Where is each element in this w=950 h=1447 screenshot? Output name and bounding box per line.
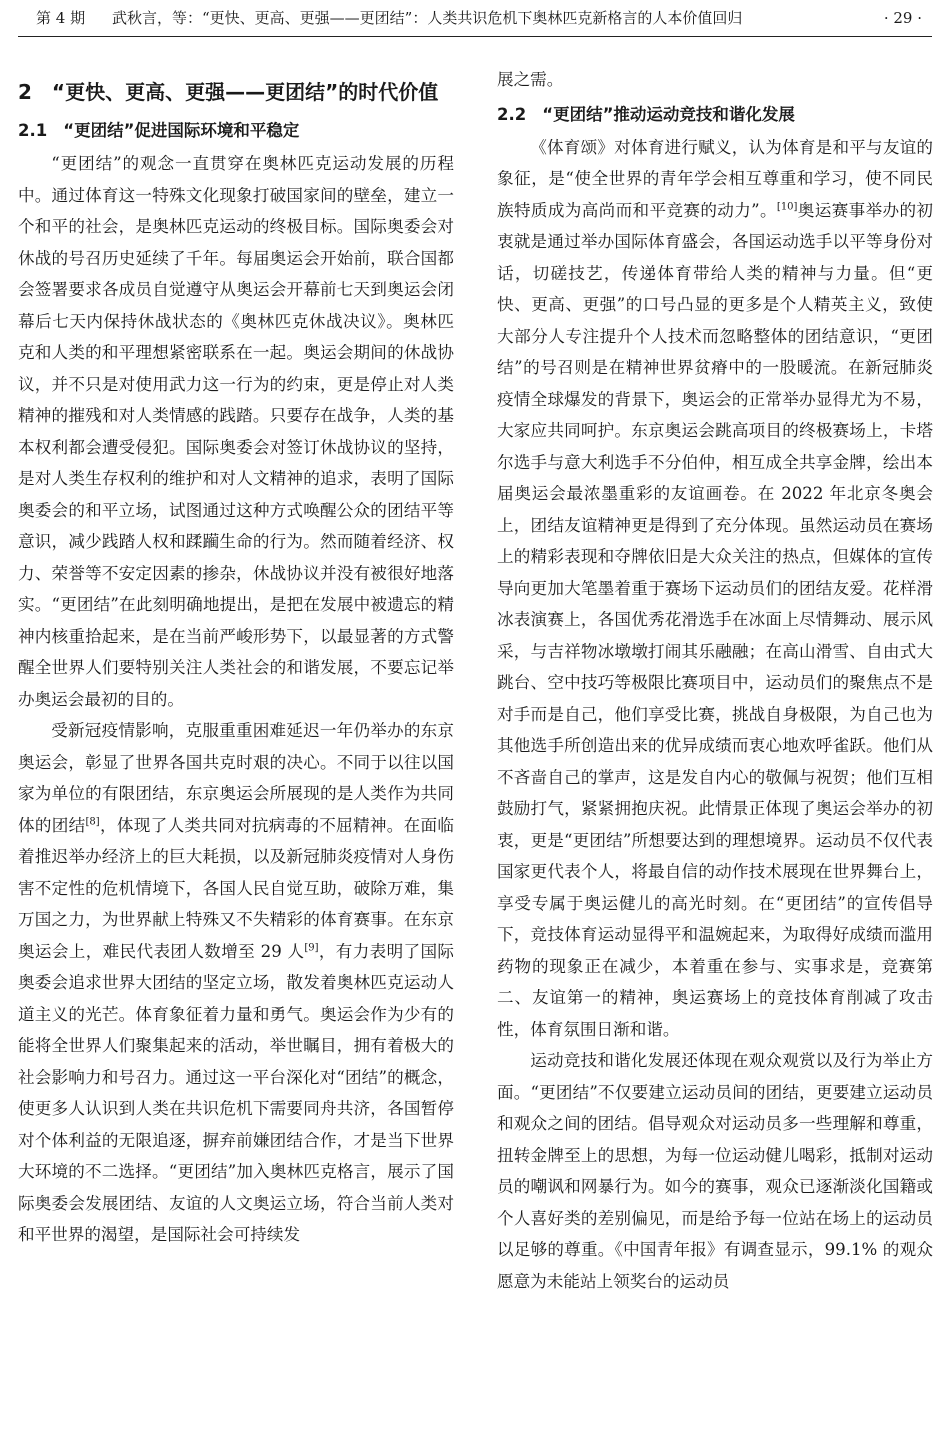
subsection-number: 2.1 [18, 121, 48, 140]
section-number: 2 [18, 80, 32, 104]
subsection-heading-2-2 [497, 100, 933, 130]
paragraph-continuation: 展之需。 [497, 70, 564, 89]
subsection-title: “更团结”推动运动竞技和谐化发展 [542, 104, 795, 124]
citation-8: [8] [85, 815, 100, 827]
paragraph-text: 奥运赛事举办的初衷就是通过举办国际体育盛会，各国运动选手以平等身份对话，切磋技艺，传递体育带给人类的精神与力量。但“更快、更高、更强”的口号凸显的更多是个人精英主义，致使大部分人专注提升个人技术而忽略整体的团结意识，“更团结”的号召则是在精神世界贫瘠中的一股暖流。在新冠肺炎疫情全球爆发的背景下，奥运会的正常举办显得尤为不易，大家应共同呵护。东京奥运会跳高项目的终极赛场上，卡塔尔选手与意大利选手不分伯仲，相互成全共享金牌，绘出本届奥运会最浓墨重彩的友谊画卷。在 2022 年北京冬奥会上，团结友谊精神更是得到了充分体现。虽然运动员在赛场上的精彩表现和夺牌依旧是大众关注的热点，但媒体的宣传导向更加大笔墨着重于赛场下运动员们的团结友爱。花样滑冰表演赛上，各国优秀花滑选手在冰面上尽情舞动、展示风采，与吉祥物冰墩墩打闹其乐融融；在高山滑雪、自由式大跳台、空中技巧等极限比赛项目中，运动员们的聚焦点不是对手而是自己，他们享受比赛，挑战自身极限，为自己也为其他选手所创造出来的优异成绩而衷心地欢呼雀跃。他们从不吝啬自己的掌声，这是发自内心的敬佩与祝贺；他们互相鼓励打气，紧紧拥抱庆祝。此情景正体现了奥运会举办的初衷，更是“更团结”所想要达到的理想境界。运动员不仅代表国家更代表个人，将最自信的动作技术展现在世界舞台上，享受专属于奥运健儿的高光时刻。在“更团结”的宣传倡导下，竞技体育运动显得平和温婉起来，为取得好成绩而滥用药物的现象正在减少，本着重在参与、实事求是，竞赛第二、友谊第一的精神，奥运赛场上的竞技体育削减了攻击性，体育氛围日渐和谐。 [497, 200, 933, 1039]
citation-10: [10] [776, 200, 798, 212]
issue-number: 第 4 期 [36, 9, 86, 27]
paragraph-text: 受新冠疫情影响，克服重重困难延迟一年仍举办的东京奥运会，彰显了世界各国共克时艰的决心。不同于以往以国家为单位的有限团结，东京奥运会所展现的是人类作为共同体的团结 [18, 721, 454, 835]
paragraph-text: ，体现了人类共同对抗病毒的不屈精神。在面临着推迟举办经济上的巨大耗损，以及新冠肺炎疫情对人身伤害不定性的危机情境下，各国人民自觉互助，破除万难，集万国之力，为世界献上特殊又不失精彩的体育赛事。在东京奥运会上，难民代表团人数增至 29 人 [18, 815, 455, 961]
left-column [18, 68, 454, 1251]
citation-9: [9] [304, 941, 319, 953]
subsection-number: 2.2 [497, 104, 527, 124]
paragraph: “更团结”的观念一直贯穿在奥林匹克运动发展的历程中。通过体育这一特殊文化现象打破国家间的壁垒，建立一个和平的社会，是奥林匹克运动的终极目标。国际奥委会对休战的号召历史延续了千年。每届奥运会开始前，联合国都会签署要求各成员自觉遵守从奥运会开幕前七天到奥运会闭幕后七天内保持休战状态的《奥林匹克休战决议》。奥林匹克和人类的和平理想紧密联系在一起。奥运会期间的休战协议，并不只是对使用武力这一行为的约束，更是停止对人类精神的摧残和对人类情感的践踏。只要存在战争，人类的基本权利都会遭受侵犯。国际奥委会对签订休战协议的坚持，是对人类生存权利的维护和对人文精神的追求，表明了国际奥委会的和平立场，试图通过这种方式唤醒公众的团结平等意识，减少践踏人权和蹂躏生命的行为。然而随着经济、权力、荣誉等不安定因素的掺杂，休战协议并没有被很好地落实。“更团结”在此刻明确地提出，是把在发展中被遗忘的精神内核重拾起来，是在当前严峻形势下，以最显著的方式警醒全世界人们要特别关注人类社会的和谐发展，不要忘记举办奥运会最初的目的。 [18, 154, 454, 709]
page-number: · 29 · [883, 9, 922, 27]
running-title: 武秋言，等：“更快、更高、更强——更团结”：人类共识危机下奥林匹克新格言的人本价值回归 [112, 9, 743, 27]
subsection-heading-2-1 [18, 116, 454, 146]
paragraph [18, 715, 454, 1251]
paragraph [497, 132, 933, 1046]
subsection-title: “更团结”促进国际环境和平稳定 [63, 121, 300, 140]
paragraph-text: ，有力表明了国际奥委会追求世界大团结的坚定立场，散发着奥林匹克运动人道主义的光芒。体育象征着力量和勇气。奥运会作为少有的能将全世界人们聚集起来的活动，举世瞩目，拥有着极大的社会影响力和号召力。通过这一平台深化对“团结”的概念，使更多人认识到人类在共识危机下需要同舟共济，各国暂停对个体利益的无限追逐，摒弃前嫌团结合作，才是当下世界大环境的不二选择。“更团结”加入奥林匹克格言，展示了国际奥委会发展团结、友谊的人文奥运立场，符合当前人类对和平世界的渴望，是国际社会可持续发 [18, 941, 455, 1244]
section-title: “更快、更高、更强——更团结”的时代价值 [51, 80, 439, 104]
paragraph: 运动竞技和谐化发展还体现在观众观赏以及行为举止方面。“更团结”不仅要建立运动员间的团结，更要建立运动员和观众之间的团结。倡导观众对运动员多一些理解和尊重，扭转金牌至上的思想，为每一位运动健儿喝彩，抵制对运动员的嘲讽和网暴行为。如今的赛事，观众已逐渐淡化国籍或个人喜好类的差别偏见，而是给予每一位站在场上的运动员以足够的尊重。《中国青年报》有调查显示，99.1% 的观众愿意为未能站上领奖台的运动员 [497, 1051, 933, 1291]
right-column [497, 64, 933, 1297]
section-heading [18, 76, 454, 108]
paragraph-text: 《体育颂》对体育进行赋义，认为体育是和平与友谊的象征，是“使全世界的青年学会相互尊重和学习，使不同民族特质成为高尚而和平竞赛的动力”。 [497, 137, 933, 220]
running-header [18, 0, 932, 37]
